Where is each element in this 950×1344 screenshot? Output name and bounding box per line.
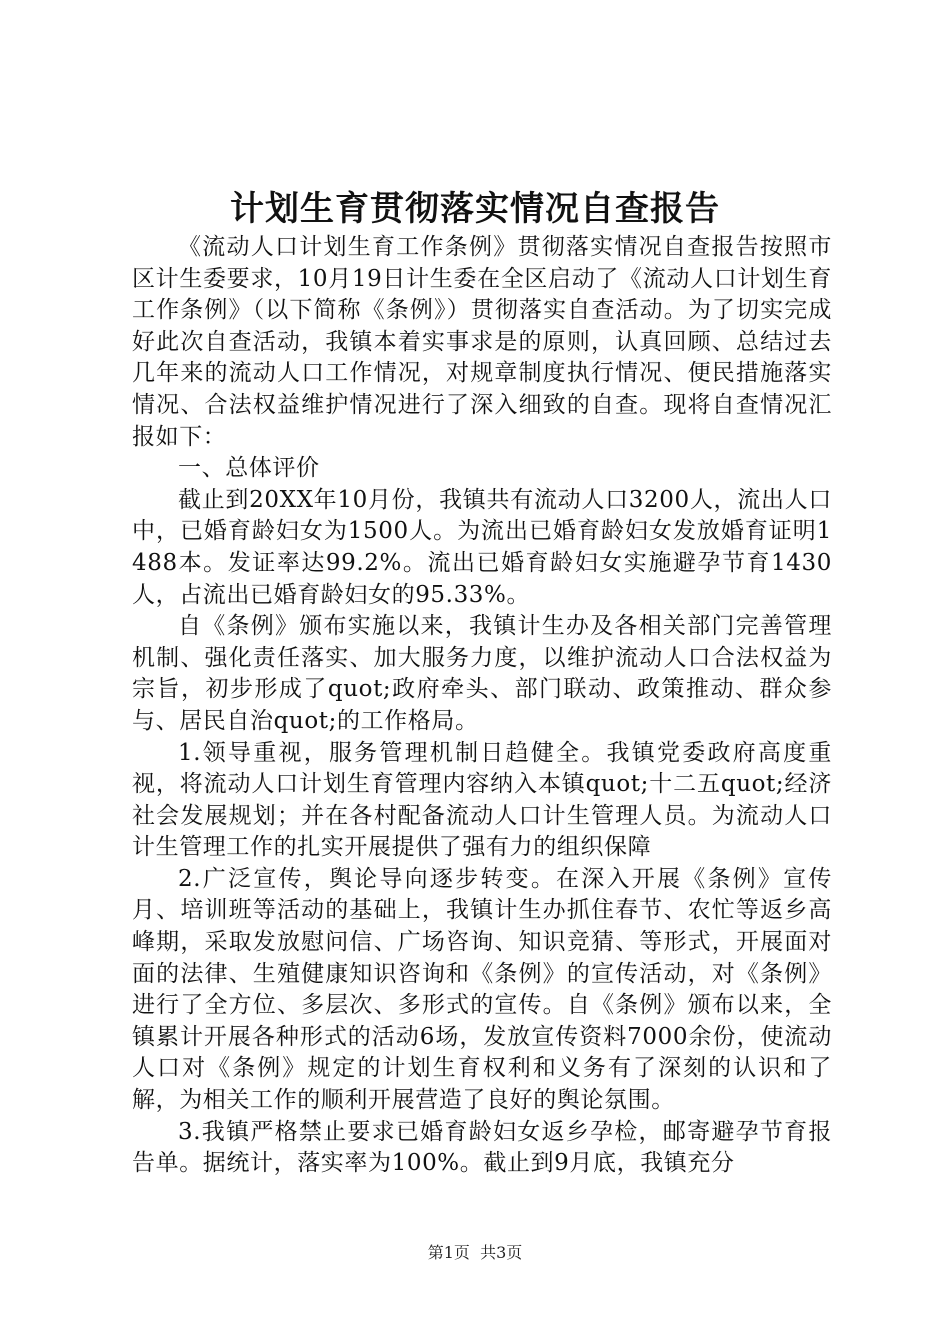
paragraph-item-2-publicity: 2.广泛宣传，舆论导向逐步转变。在深入开展《条例》宣传月、培训班等活动的基础上，我镇计生办抓住春节、农忙等返乡高峰期，采取发放慰问信、广场咨询、知识竞猜、等形式，开展面对面的法律、生殖健康知识咨询和《条例》的宣传活动，对《条例》进行了全方位、多层次、多形式的宣传。自《条例》颁布以来，全镇累计开展各种形式的活动6场，发放宣传资料7000余份，使流动人口对《条例》规定的计划生育权利和义务有了深刻的认识和了解，为相关工作的顺利开展营造了良好的舆论氛围。 — [132, 865, 832, 1114]
paragraph-item-1-leadership: 1.领导重视，服务管理机制日趋健全。我镇党委政府高度重视，将流动人口计划生育管理内容纳入本镇quot;十二五quot;经济社会发展规划；并在各村配备流动人口计生管理人员。为流动人口计生管理工作的扎实开展提供了强有力的组织保障 — [132, 739, 832, 861]
page-number-label: 第1页 共3页 — [427, 1243, 523, 1262]
paragraph-item-3-checkup: 3.我镇严格禁止要求已婚育龄妇女返乡孕检，邮寄避孕节育报告单。据统计，落实率为100%。截止到9月底，我镇充分 — [132, 1118, 832, 1177]
page-footer — [0, 1242, 950, 1264]
paragraph-work-pattern: 自《条例》颁布实施以来，我镇计生办及各相关部门完善管理机制、强化责任落实、加大服务力度，以维护流动人口合法权益为宗旨，初步形成了quot;政府牵头、部门联动、政策推动、群众参与、居民自治quot;的工作格局。 — [132, 613, 832, 734]
paragraph-statistics: 截止到20XX年10月份，我镇共有流动人口3200人，流出人口中，已婚育龄妇女为1500人。为流出已婚育龄妇女发放婚育证明1488本。发证率达99.2%。流出已婚育龄妇女实施避孕节育1430人，占流出已婚育龄妇女的95.33%。 — [132, 486, 832, 608]
document-title: 计划生育贯彻落实情况自查报告 — [230, 189, 720, 229]
section-heading-overall-evaluation: 一、总体评价 — [178, 455, 320, 482]
paragraph-intro: 《流动人口计划生育工作条例》贯彻落实情况自查报告按照市区计生委要求，10月19日计生委在全区启动了《流动人口计划生育工作条例》（以下简称《条例》）贯彻落实自查活动。为了切实完成好此次自查活动，我镇本着实事求是的原则，认真回顾、总结过去几年来的流动人口工作情况，对规章制度执行情况、便民措施落实情况、合法权益维护情况进行了深入细致的自查。现将自查情况汇报如下： — [132, 234, 832, 450]
document-body — [132, 232, 832, 1180]
